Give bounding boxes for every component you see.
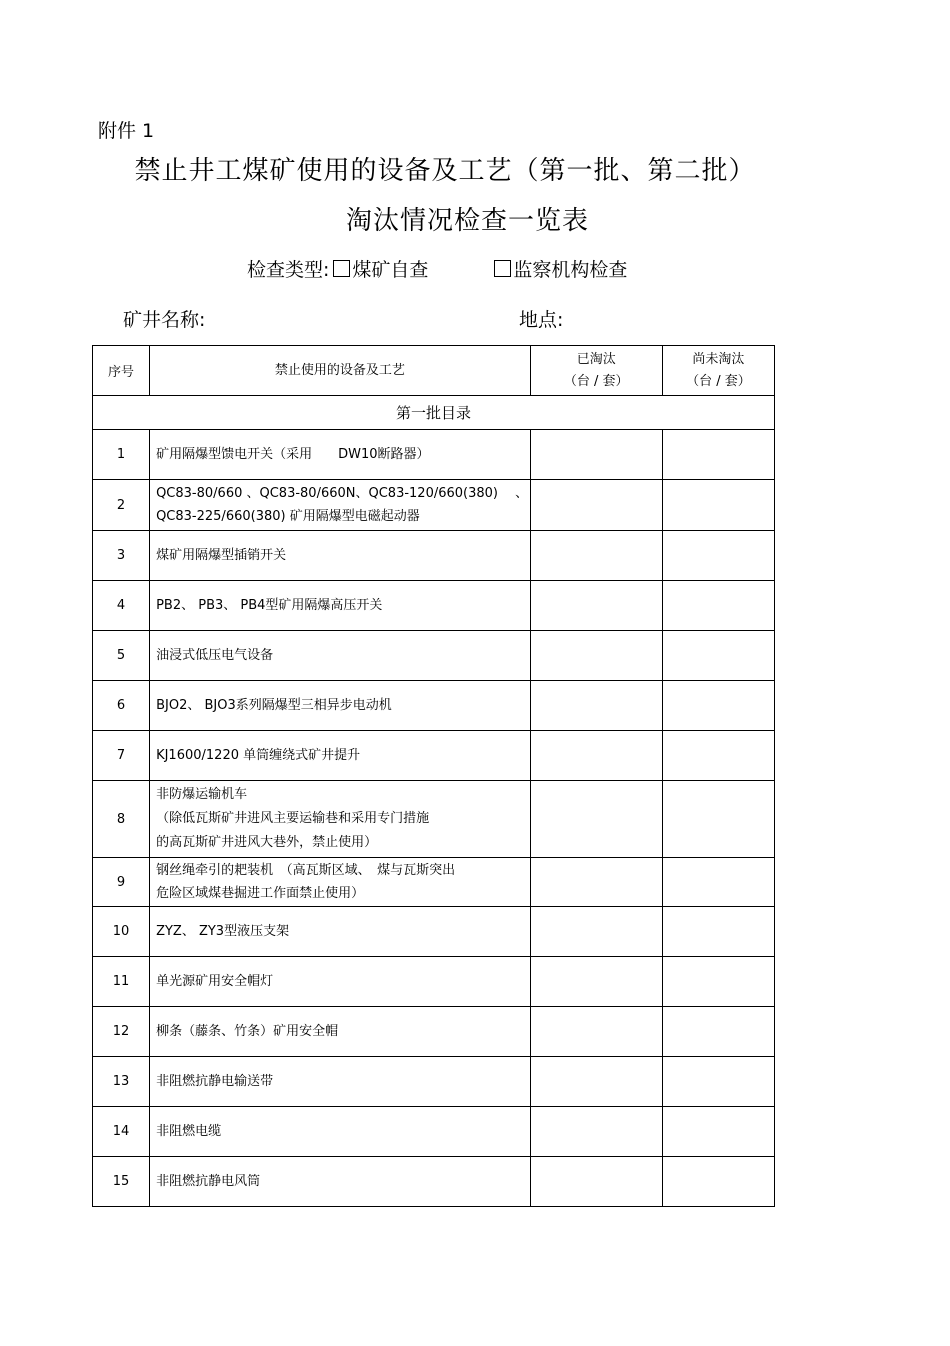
eliminated-count-cell[interactable] (530, 1007, 662, 1057)
table-row (93, 907, 775, 957)
row-item (150, 957, 531, 1007)
check-type-row (247, 255, 627, 282)
location-label: 地点: (519, 309, 564, 331)
row-item-line3: 的高瓦斯矿井进风大巷外，禁止使用） (156, 835, 378, 850)
row-item (150, 1157, 531, 1207)
eliminated-count-cell[interactable] (530, 957, 662, 1007)
header-item: 禁止使用的设备及工艺 (150, 346, 531, 396)
row-number: 10 (93, 907, 150, 957)
row-item-line1: 矿用隔爆型馈电开关（采用 DW10断路器） (156, 446, 430, 462)
row-item (150, 581, 531, 631)
eliminated-count-cell[interactable] (530, 1057, 662, 1107)
page-title-line1: 禁止井工煤矿使用的设备及工艺（第一批、第二批） (134, 156, 756, 186)
table-row (93, 1157, 775, 1207)
row-number: 12 (93, 1007, 150, 1057)
row-item-line1: 柳条（藤条、竹条）矿用安全帽 (156, 1023, 339, 1039)
table-row (93, 957, 775, 1007)
eliminated-count-cell[interactable] (530, 581, 662, 631)
not-eliminated-count-cell[interactable] (662, 1007, 774, 1057)
header-not-eliminated (662, 346, 774, 396)
supervision-check-checkbox[interactable] (494, 260, 511, 277)
row-number: 3 (93, 531, 150, 581)
row-number: 2 (93, 480, 150, 531)
check-type-label: 检查类型: (247, 259, 330, 281)
not-eliminated-count-cell[interactable] (662, 581, 774, 631)
table-row (93, 531, 775, 581)
mine-name-label: 矿井名称: (123, 309, 206, 331)
eliminated-count-cell[interactable] (530, 531, 662, 581)
not-eliminated-count-cell[interactable] (662, 781, 774, 858)
row-number: 6 (93, 681, 150, 731)
row-number: 5 (93, 631, 150, 681)
eliminated-count-cell[interactable] (530, 781, 662, 858)
table-row (93, 781, 775, 858)
row-number: 13 (93, 1057, 150, 1107)
eliminated-count-cell[interactable] (530, 631, 662, 681)
table-row (93, 631, 775, 681)
not-eliminated-count-cell[interactable] (662, 1107, 774, 1157)
not-eliminated-count-cell[interactable] (662, 480, 774, 531)
eliminated-count-cell[interactable] (530, 907, 662, 957)
row-number: 8 (93, 781, 150, 858)
row-item-line2: QC83-225/660(380) 矿用隔爆型电磁起动器 (156, 509, 420, 524)
row-number: 14 (93, 1107, 150, 1157)
row-number: 15 (93, 1157, 150, 1207)
row-item-line2: 危险区域煤巷掘进工作面禁止使用） (156, 886, 365, 901)
header-not-eliminated-line1: 尚未淘汰 (692, 351, 745, 367)
table-header-row (93, 346, 775, 396)
row-item (150, 1057, 531, 1107)
row-item (150, 430, 531, 480)
not-eliminated-count-cell[interactable] (662, 858, 774, 907)
row-item (150, 858, 531, 907)
eliminated-count-cell[interactable] (530, 480, 662, 531)
row-item (150, 731, 531, 781)
not-eliminated-count-cell[interactable] (662, 430, 774, 480)
not-eliminated-count-cell[interactable] (662, 631, 774, 681)
not-eliminated-count-cell[interactable] (662, 957, 774, 1007)
header-eliminated (530, 346, 662, 396)
row-number: 4 (93, 581, 150, 631)
header-eliminated-line1: 已淘汰 (576, 351, 616, 367)
row-item (150, 480, 531, 531)
row-item (150, 907, 531, 957)
self-check-checkbox[interactable] (333, 260, 350, 277)
table-row (93, 731, 775, 781)
row-number: 7 (93, 731, 150, 781)
supervision-check-label: 监察机构检查 (513, 259, 628, 281)
table-row (93, 581, 775, 631)
row-item-line1: ZYZ、 ZY3型液压支架 (156, 923, 290, 939)
header-no: 序号 (93, 346, 150, 396)
inspection-table (92, 345, 775, 1207)
header-not-eliminated-line2: （台 / 套） (686, 373, 751, 389)
table-row (93, 430, 775, 480)
row-number: 9 (93, 858, 150, 907)
row-item (150, 1107, 531, 1157)
not-eliminated-count-cell[interactable] (662, 1057, 774, 1107)
row-item (150, 681, 531, 731)
row-item-line1: KJ1600/1220 单筒缠绕式矿井提升 (156, 747, 361, 763)
header-eliminated-line2: （台 / 套） (563, 373, 629, 389)
table-row (93, 681, 775, 731)
row-item (150, 781, 531, 858)
row-item-line1: BJO2、 BJO3系列隔爆型三相异步电动机 (156, 697, 392, 713)
not-eliminated-count-cell[interactable] (662, 907, 774, 957)
not-eliminated-count-cell[interactable] (662, 1157, 774, 1207)
row-item-line1: 煤矿用隔爆型插销开关 (156, 547, 287, 563)
table-row (93, 1007, 775, 1057)
row-item-line1: 非阻燃抗静电输送带 (156, 1073, 274, 1089)
not-eliminated-count-cell[interactable] (662, 731, 774, 781)
row-item (150, 1007, 531, 1057)
row-item-line1: 非阻燃电缆 (156, 1123, 222, 1139)
row-item-line1: 单光源矿用安全帽灯 (156, 973, 274, 989)
row-item-line1: PB2、 PB3、 PB4型矿用隔爆高压开关 (156, 597, 383, 613)
table-row (93, 1057, 775, 1107)
row-item-line1: 非阻燃抗静电风筒 (156, 1173, 261, 1189)
eliminated-count-cell[interactable] (530, 681, 662, 731)
row-item-line1: 非防爆运输机车 (156, 787, 248, 802)
section-row (93, 396, 775, 430)
eliminated-count-cell[interactable] (530, 1157, 662, 1207)
row-number: 11 (93, 957, 150, 1007)
eliminated-count-cell[interactable] (530, 430, 662, 480)
row-number: 1 (93, 430, 150, 480)
table-row (93, 480, 775, 531)
table-row (93, 858, 775, 907)
not-eliminated-count-cell[interactable] (662, 531, 774, 581)
section-title: 第一批目录 (93, 396, 775, 430)
self-check-label: 煤矿自查 (352, 259, 429, 281)
row-item (150, 631, 531, 681)
row-item-line2: （除低瓦斯矿井进风主要运输巷和采用专门措施 (156, 811, 430, 826)
row-item (150, 531, 531, 581)
page-title-line2: 淘汰情况检查一览表 (345, 206, 589, 236)
not-eliminated-count-cell[interactable] (662, 681, 774, 731)
row-item-line1: 油浸式低压电气设备 (156, 647, 274, 663)
eliminated-count-cell[interactable] (530, 1107, 662, 1157)
table-row (93, 1107, 775, 1157)
eliminated-count-cell[interactable] (530, 858, 662, 907)
row-item-line1: 钢丝绳牵引的耙装机 （高瓦斯区域、 煤与瓦斯突出 (156, 863, 456, 878)
row-item-line1: QC83-80/660 、QC83-80/660N、QC83-120/660(380) 、 (156, 486, 529, 501)
eliminated-count-cell[interactable] (530, 731, 662, 781)
attachment-label: 附件 1 (98, 120, 155, 142)
